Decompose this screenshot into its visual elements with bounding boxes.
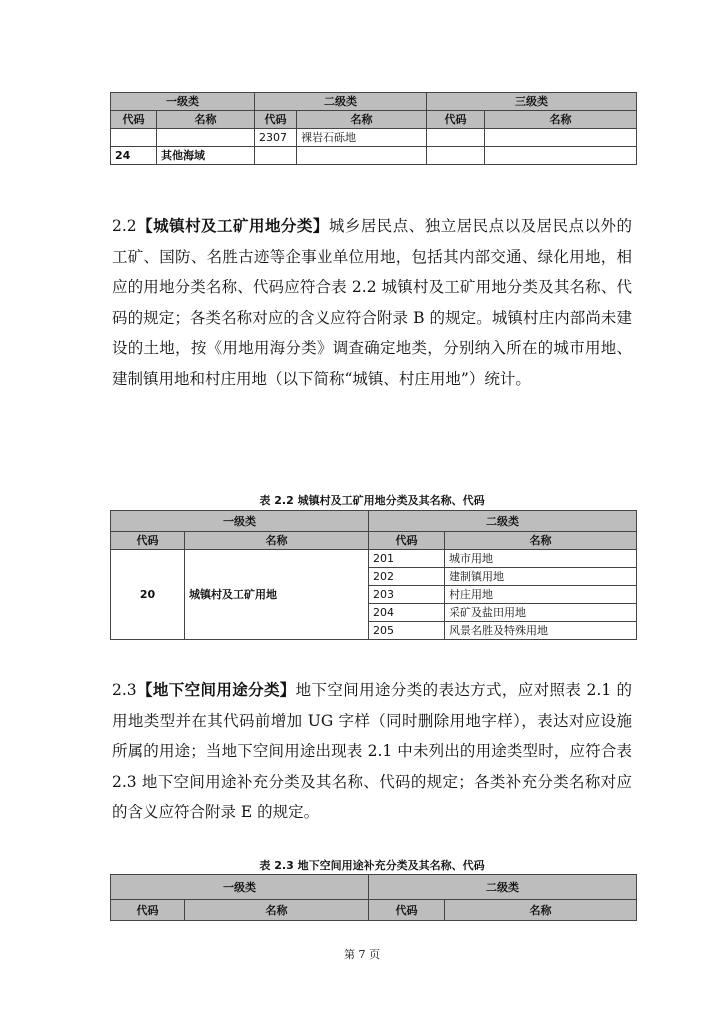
header-code: 代码 <box>111 900 185 921</box>
header-level1: 一级类 <box>111 511 369 532</box>
header-name: 名称 <box>185 532 369 550</box>
header-code: 代码 <box>111 111 157 129</box>
header-code: 代码 <box>369 900 445 921</box>
l2-code: 201 <box>369 550 445 568</box>
l2-name: 风景名胜及特殊用地 <box>445 622 637 640</box>
urban-land-table <box>110 510 637 640</box>
table-caption: 表 2.2 城镇村及工矿用地分类及其名称、代码 <box>259 494 485 507</box>
l2-name: 裸岩石砾地 <box>297 129 427 147</box>
table-row <box>111 550 637 568</box>
header-level2: 二级类 <box>369 511 637 532</box>
section-2-2-paragraph <box>112 211 632 394</box>
l1-code: 20 <box>111 550 185 640</box>
header-name: 名称 <box>485 111 637 129</box>
section-title: 【城镇村及工矿用地分类】 <box>136 217 329 235</box>
l2-code: 202 <box>369 568 445 586</box>
section-number: 2.2 <box>112 217 137 235</box>
header-level2: 二级类 <box>255 93 427 111</box>
header-name: 名称 <box>445 532 637 550</box>
l2-code: 203 <box>369 586 445 604</box>
l1-name: 其他海域 <box>157 147 255 165</box>
underground-use-table <box>110 874 637 921</box>
table-row <box>111 147 637 165</box>
section-2-3-paragraph <box>112 675 632 828</box>
l2-code: 2307 <box>255 129 297 147</box>
header-name: 名称 <box>185 900 369 921</box>
header-code: 代码 <box>111 532 185 550</box>
l2-name: 建制镇用地 <box>445 568 637 586</box>
section-body: 地下空间用途分类的表达方式，应对照表 2.1 的用地类型并在其代码前增加 UG 字样（同时删除用地字样），表达对应设施所属的用途；当地下空间用途出现表 2.1 中未列出的用途类型时，应符合表 2.3 地下空间用途补充分类及其名称、代码的规定；各类补充分类名称对应的含义应符合附录 E 的规定。 <box>112 681 632 821</box>
header-level3: 三级类 <box>427 93 637 111</box>
l1-name: 城镇村及工矿用地 <box>185 550 369 640</box>
l2-name: 村庄用地 <box>445 586 637 604</box>
section-body: 城乡居民点、独立居民点以及居民点以外的工矿、国防、名胜古迹等企事业单位用地，包括其内部交通、绿化用地，相应的用地分类名称、代码应符合表 2.2 城镇村及工矿用地分类及其名称、代码的规定；各类名称对应的含义应符合附录 B 的规定。城镇村庄内部尚未建设的土地，按《用地用海分类》调查确定地类，分别纳入所在的城市用地、建制镇用地和村庄用地（以下简称“城镇、村庄用地”）统计。 <box>112 217 632 388</box>
table-caption: 表 2.3 地下空间用途补充分类及其名称、代码 <box>259 859 485 872</box>
header-name: 名称 <box>445 900 637 921</box>
l2-code: 204 <box>369 604 445 622</box>
header-name: 名称 <box>297 111 427 129</box>
header-level1: 一级类 <box>111 875 369 900</box>
section-title: 【地下空间用途分类】 <box>136 681 296 699</box>
header-code: 代码 <box>427 111 485 129</box>
l2-code: 205 <box>369 622 445 640</box>
section-number: 2.3 <box>112 681 137 699</box>
l2-name: 城市用地 <box>445 550 637 568</box>
page-number: 第 7 页 <box>344 948 380 961</box>
l1-code: 24 <box>111 147 157 165</box>
header-code: 代码 <box>369 532 445 550</box>
header-level1: 一级类 <box>111 93 255 111</box>
table-row <box>111 129 637 147</box>
l2-name: 采矿及盐田用地 <box>445 604 637 622</box>
header-name: 名称 <box>157 111 255 129</box>
header-level2: 二级类 <box>369 875 637 900</box>
header-code: 代码 <box>255 111 297 129</box>
land-class-table-continued <box>110 92 637 165</box>
